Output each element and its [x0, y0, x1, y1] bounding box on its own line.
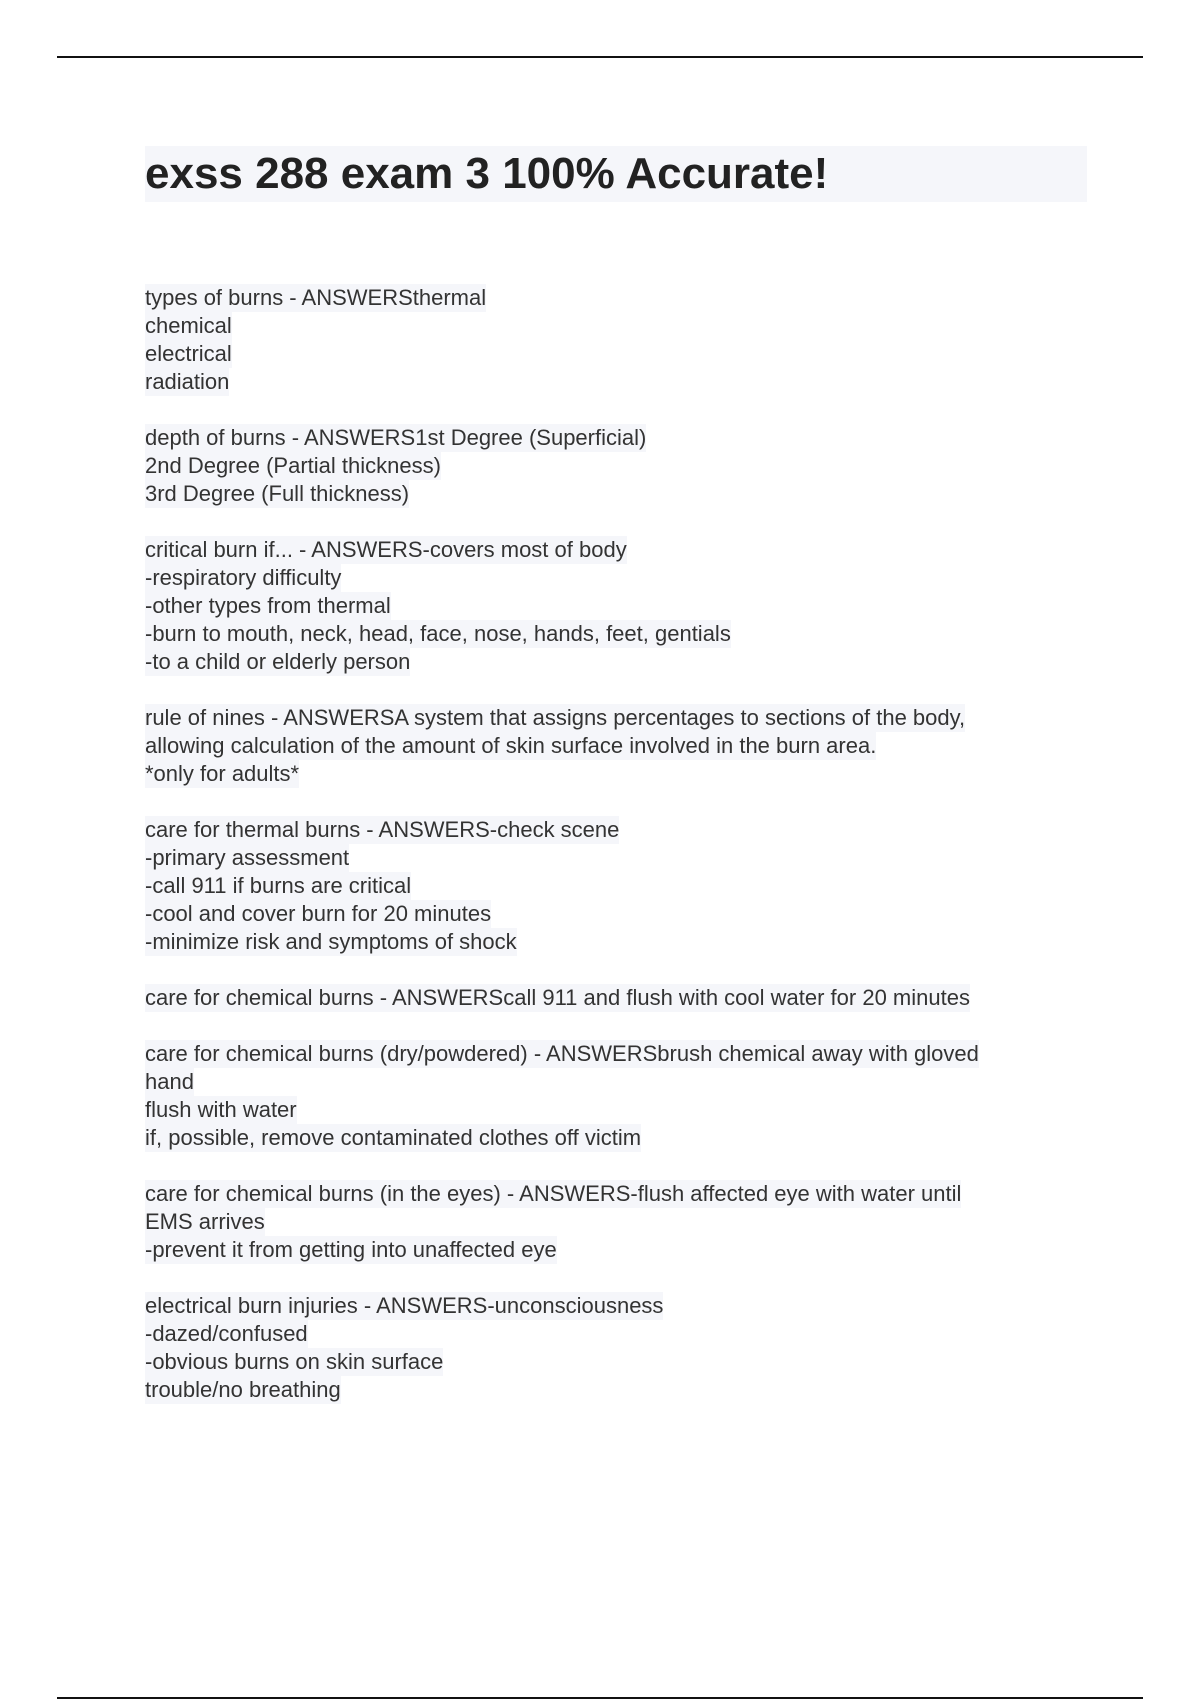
qa-line: -cool and cover burn for 20 minutes — [145, 901, 492, 926]
qa-line: -burn to mouth, neck, head, face, nose, hands, feet, gentials — [145, 621, 731, 646]
qa-card — [145, 984, 1085, 1012]
qa-line: -other types from thermal — [145, 593, 391, 618]
qa-line: 2nd Degree (Partial thickness) — [145, 453, 441, 478]
qa-line: care for chemical burns (dry/powdered) - ANSWERSbrush chemical away with gloved — [145, 1041, 979, 1066]
qa-line: electrical — [145, 341, 232, 366]
qa-card — [145, 536, 1085, 676]
qa-line: -prevent it from getting into unaffected eye — [145, 1237, 557, 1262]
qa-line: types of burns - ANSWERSthermal — [145, 285, 487, 310]
document-title: exss 288 exam 3 100% Accurate! — [145, 149, 829, 198]
qa-card — [145, 816, 1085, 956]
qa-line: allowing calculation of the amount of skin surface involved in the burn area. — [145, 733, 877, 758]
qa-line: -minimize risk and symptoms of shock — [145, 929, 517, 954]
qa-card — [145, 1040, 1085, 1152]
qa-line: *only for adults* — [145, 761, 300, 786]
qa-line: chemical — [145, 313, 232, 338]
qa-line: EMS arrives — [145, 1209, 265, 1234]
qa-card — [145, 704, 1085, 788]
qa-line: trouble/no breathing — [145, 1377, 341, 1402]
qa-line: -respiratory difficulty — [145, 565, 342, 590]
qa-line: 3rd Degree (Full thickness) — [145, 481, 410, 506]
qa-line: critical burn if... - ANSWERS-covers most of body — [145, 537, 627, 562]
title-block — [145, 146, 1087, 202]
qa-line: -call 911 if burns are critical — [145, 873, 412, 898]
qa-line: care for thermal burns - ANSWERS-check scene — [145, 817, 620, 842]
qa-line: radiation — [145, 369, 230, 394]
qa-line: if, possible, remove contaminated clothes off victim — [145, 1125, 642, 1150]
qa-line: care for chemical burns (in the eyes) - ANSWERS-flush affected eye with water until — [145, 1181, 962, 1206]
qa-line: -primary assessment — [145, 845, 350, 870]
qa-card — [145, 424, 1085, 508]
qa-card — [145, 1292, 1085, 1404]
bottom-divider — [57, 1697, 1143, 1699]
qa-line: -dazed/confused — [145, 1321, 308, 1346]
qa-list — [145, 284, 1085, 1432]
qa-line: -obvious burns on skin surface — [145, 1349, 444, 1374]
qa-line: rule of nines - ANSWERSA system that assigns percentages to sections of the body, — [145, 705, 966, 730]
qa-line: depth of burns - ANSWERS1st Degree (Superficial) — [145, 425, 647, 450]
qa-line: flush with water — [145, 1097, 297, 1122]
qa-card — [145, 284, 1085, 396]
qa-line: electrical burn injuries - ANSWERS-unconsciousness — [145, 1293, 664, 1318]
qa-line: hand — [145, 1069, 194, 1094]
top-divider — [57, 56, 1143, 58]
qa-card — [145, 1180, 1085, 1264]
qa-line: care for chemical burns - ANSWERScall 911 and flush with cool water for 20 minutes — [145, 985, 970, 1010]
qa-line: -to a child or elderly person — [145, 649, 411, 674]
